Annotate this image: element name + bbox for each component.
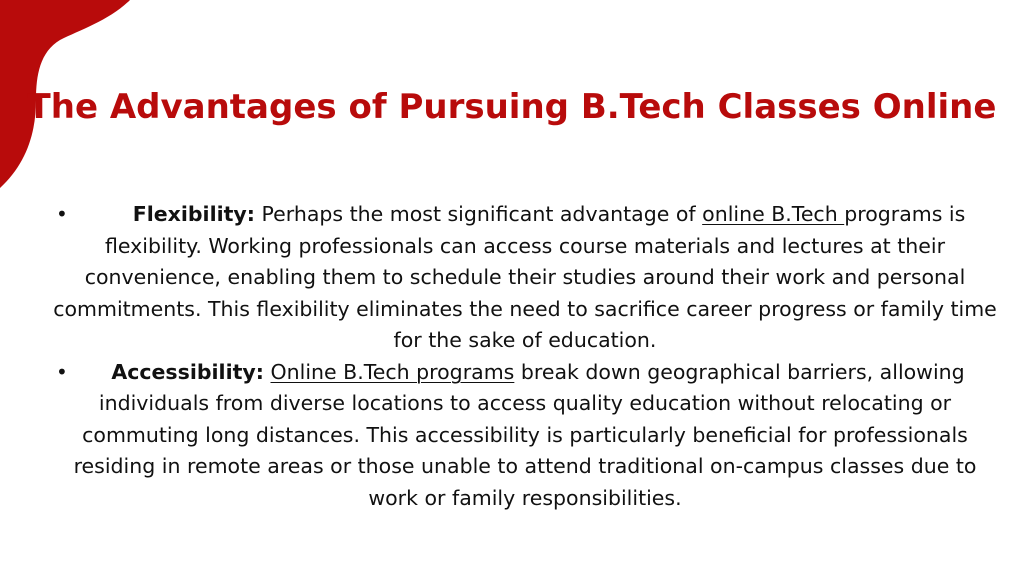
list-item xyxy=(50,357,1000,515)
item-text: break down geographical barriers, allowing individuals from diverse locations to access quality education without relocating or commuting long distances. This accessibility is particularly beneficial for professionals residing in remote areas or those unable to attend traditional on-campus classes due to work or family responsibilities. xyxy=(73,359,977,510)
bullet-list xyxy=(50,199,1000,514)
item-text: Perhaps the most significant advantage of xyxy=(255,202,703,226)
list-item xyxy=(50,199,1000,357)
online-btech-link[interactable]: online B.Tech xyxy=(702,202,845,226)
item-text: programs is flexibility. Working professionals can access course materials and lectures at their convenience, enabling them to schedule their studies around their work and personal commitments. This flexibility eliminates the need to sacrifice career progress or family time for the sake of education. xyxy=(53,202,997,352)
bullet-icon: • xyxy=(56,202,68,226)
item-lead: Accessibility: xyxy=(111,359,264,384)
online-btech-programs-link[interactable]: Online B.Tech programs xyxy=(270,359,515,384)
page-title: The Advantages of Pursuing B.Tech Classes Online xyxy=(27,87,997,127)
item-lead: Flexibility: xyxy=(132,202,255,226)
bullet-icon: • xyxy=(56,359,68,384)
